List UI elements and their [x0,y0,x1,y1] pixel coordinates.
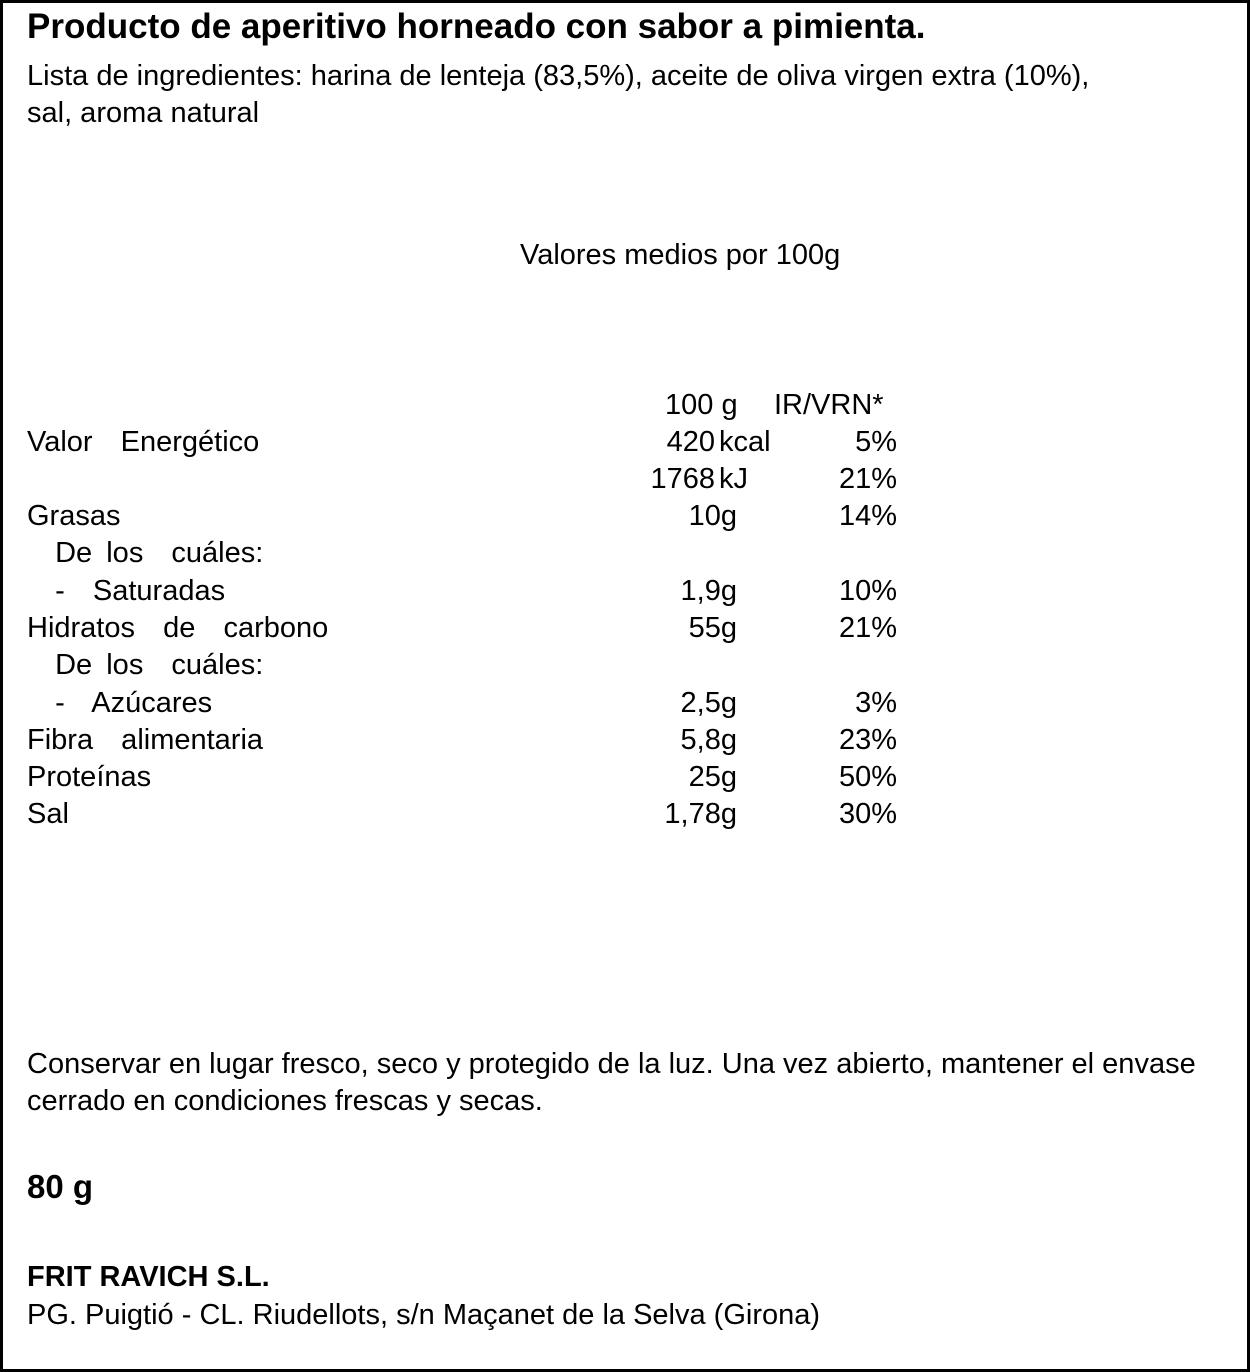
net-weight: 80 g [27,1168,94,1205]
nutrient-unit: kcal [719,426,771,458]
storage-instructions: Conservar en lugar fresco, seco y protegido de la luz. Una vez abierto, mantener el envase cerrado en condiciones frescas y secas. [27,1048,1196,1117]
nutrition-row [27,610,907,647]
nutrition-row [27,498,907,535]
nutrient-qty: 1,9g [680,575,737,607]
nutrition-row [27,535,907,572]
company-name: FRIT RAVICH S.L. [27,1261,270,1293]
nutrient-qty: 420 [666,426,715,458]
nutrient-qty: 5,8g [680,724,737,756]
nutrient-unit: kJ [719,463,748,495]
nutrient-qty: 25g [688,761,737,793]
nutrient-pct: 3% [855,687,897,719]
nutrient-qty: 55g [688,612,737,644]
company-address: PG. Puigtió - CL. Riudellots, s/n Maçanet de la Selva (Girona) [27,1299,821,1331]
nutrient-qty: 2,5g [680,687,737,719]
nutrient-label: Hidratos de carbono [27,612,329,644]
nutrient-label: - Saturadas [27,575,226,607]
nutrient-label: Sal [27,798,69,830]
nutrient-qty: 1768 [650,463,715,495]
nutrient-pct: 21% [838,612,897,644]
nutrition-row [27,759,907,796]
nutrition-row [27,573,907,610]
column-header-100g: 100 g [665,389,738,421]
nutrient-pct: 30% [838,798,897,830]
nutrition-row [27,685,907,722]
nutrient-pct: 23% [838,724,897,756]
nutrition-table [3,3,1247,1369]
nutrient-pct: 21% [838,463,897,495]
ingredients-list: Lista de ingredientes: harina de lenteja (83,5%), aceite de oliva virgen extra (10%), sal, aroma natural [27,60,1090,129]
column-header-ir-vrn: IR/VRN* [774,389,884,421]
nutrition-row [27,796,907,833]
nutrition-heading: Valores medios por 100g [520,239,841,271]
nutrition-row [27,461,907,498]
product-title: Producto de aperitivo horneado con sabor a pimienta. [27,7,926,46]
nutrient-pct: 50% [838,761,897,793]
nutrition-row [27,647,907,684]
nutrient-label: Proteínas [27,761,152,793]
nutrient-label: Grasas [27,500,121,532]
nutrition-row [27,722,907,759]
nutrient-pct: 10% [838,575,897,607]
nutrient-label: - Azúcares [27,687,213,719]
nutrient-label: Valor Energético [27,426,260,458]
nutrient-qty: 1,78g [664,798,737,830]
nutrient-label: De los cuáles: [27,649,264,681]
nutrient-label: Fibra alimentaria [27,724,264,756]
nutrient-label: De los cuáles: [27,537,264,569]
nutrient-pct: 5% [855,426,897,458]
nutrition-row [27,424,907,461]
nutrient-qty: 10g [688,500,737,532]
nutrient-pct: 14% [838,500,897,532]
